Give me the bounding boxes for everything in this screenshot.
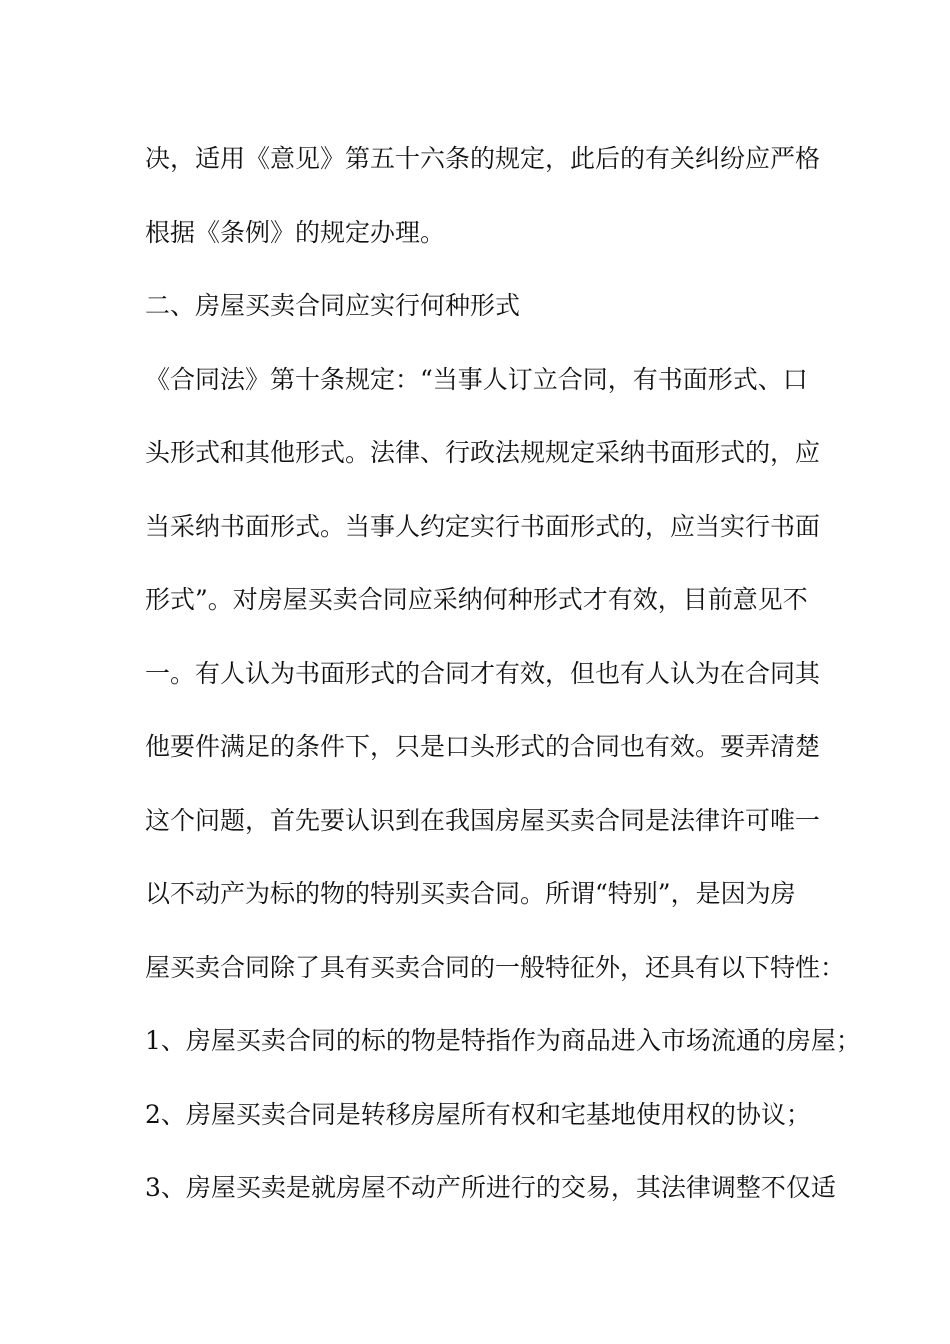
- text-line: 当采纳书面形式。当事人约定实行书面形式的，应当实行书面: [145, 511, 821, 541]
- text-line: 决，适用《意见》第五十六条的规定，此后的有关纠纷应严格: [145, 144, 821, 173]
- text-line: 形式”。对房屋买卖合同应采纳何种形式才有效，目前意见不: [145, 585, 808, 614]
- text-line: 这个问题，首先要认识到在我国房屋买卖合同是法律许可唯一: [145, 805, 821, 835]
- text-line: 《合同法》第十条规定：“当事人订立合同，有书面形式、口: [145, 364, 808, 394]
- text-line: 一。有人认为书面形式的合同才有效，但也有人认为在合同其: [145, 658, 821, 688]
- document-body: [145, 122, 861, 1225]
- text-line: 以不动产为标的物的特别买卖合同。所谓“特别”，是因为房: [145, 879, 796, 908]
- list-item: 2、房屋买卖合同是转移房屋所有权和宅基地使用权的协议；: [145, 1099, 811, 1129]
- section-heading: 二、房屋买卖合同应实行何种形式: [145, 291, 521, 320]
- text-line: 根据《条例》的规定办理。: [145, 217, 446, 247]
- text-line: 头形式和其他形式。法律、行政法规规定采纳书面形式的，应: [145, 438, 821, 467]
- list-item: 1、房屋买卖合同的标的物是特指作为商品进入市场流通的房屋；: [145, 1026, 861, 1055]
- text-line: 他要件满足的条件下，只是口头形式的合同也有效。要弄清楚: [145, 732, 821, 761]
- list-item: 3、房屋买卖是就房屋不动产所进行的交易，其法律调整不仅适: [145, 1173, 836, 1202]
- text-line: 屋买卖合同除了具有买卖合同的一般特征外，还具有以下特性：: [145, 952, 846, 982]
